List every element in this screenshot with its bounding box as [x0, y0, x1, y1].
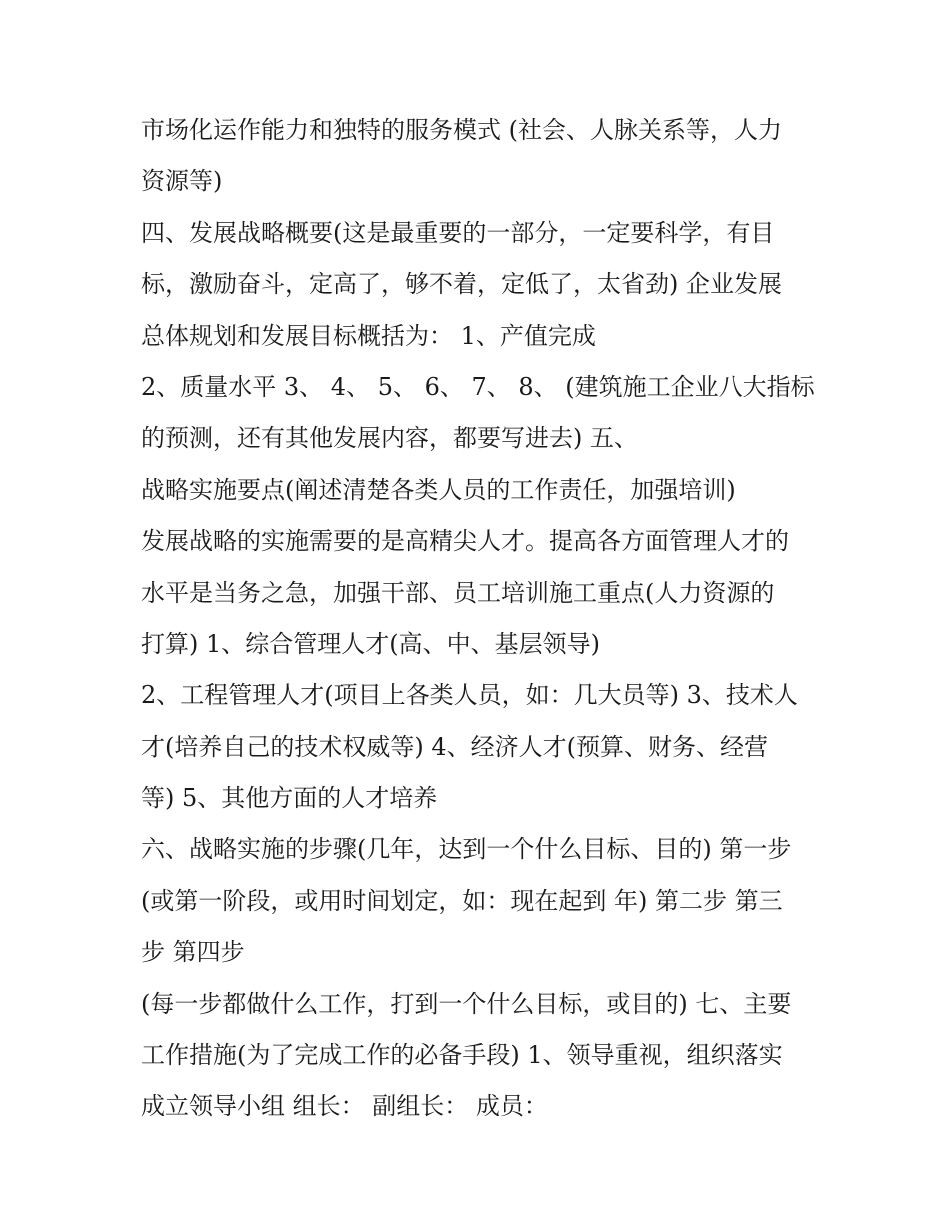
text-line: 资源等): [141, 167, 223, 196]
text-line: 工作措施(为了完成工作的必备手段) 1、领导重视，组织落实: [141, 1041, 783, 1070]
text-line: 水平是当务之急，加强干部、员工培训施工重点(人力资源的: [141, 578, 775, 607]
text-line: 步 第四步: [141, 938, 245, 967]
text-line: 成立领导小组 组长： 副组长： 成员：: [141, 1092, 548, 1121]
text-line: 2、工程管理人才(项目上各类人员，如：几大员等) 3、技术人: [141, 681, 798, 710]
text-line: 四、发展战略概要(这是最重要的一部分，一定要科学，有目: [141, 218, 775, 247]
text-line: 2、质量水平 3、 4、 5、 6、 7、 8、 (建筑施工企业八大指标: [141, 372, 815, 401]
text-line: 战略实施要点(阐述清楚各类人员的工作责任，加强培训): [141, 475, 736, 504]
text-line: 市场化运作能力和独特的服务模式 (社会、人脉关系等，人力: [141, 116, 782, 144]
text-line: 发展战略的实施需要的是高精尖人才。提高各方面管理人才的: [141, 527, 789, 556]
text-line: 六、战略实施的步骤(几年，达到一个什么目标、目的) 第一步: [141, 835, 792, 864]
text-line: 等) 5、其他方面的人才培养: [141, 784, 438, 813]
text-line: (每一步都做什么工作，打到一个什么目标，或目的) 七、主要: [141, 989, 792, 1018]
text-line: 才(培养自己的技术权威等) 4、经济人才(预算、财务、经营: [141, 732, 768, 761]
text-line: (或第一阶段，或用时间划定，如：现在起到 年) 第二步 第三: [141, 886, 783, 915]
text-line: 的预测，还有其他发展内容，都要写进去) 五、: [141, 424, 638, 453]
document-body: [141, 111, 831, 1139]
text-line: 标，激励奋斗，定高了，够不着，定低了，太省劲) 企业发展: [141, 270, 782, 299]
text-line: 总体规划和发展目标概括为： 1、产值完成: [141, 321, 596, 350]
text-line: 打算) 1、综合管理人才(高、中、基层领导): [141, 629, 600, 658]
